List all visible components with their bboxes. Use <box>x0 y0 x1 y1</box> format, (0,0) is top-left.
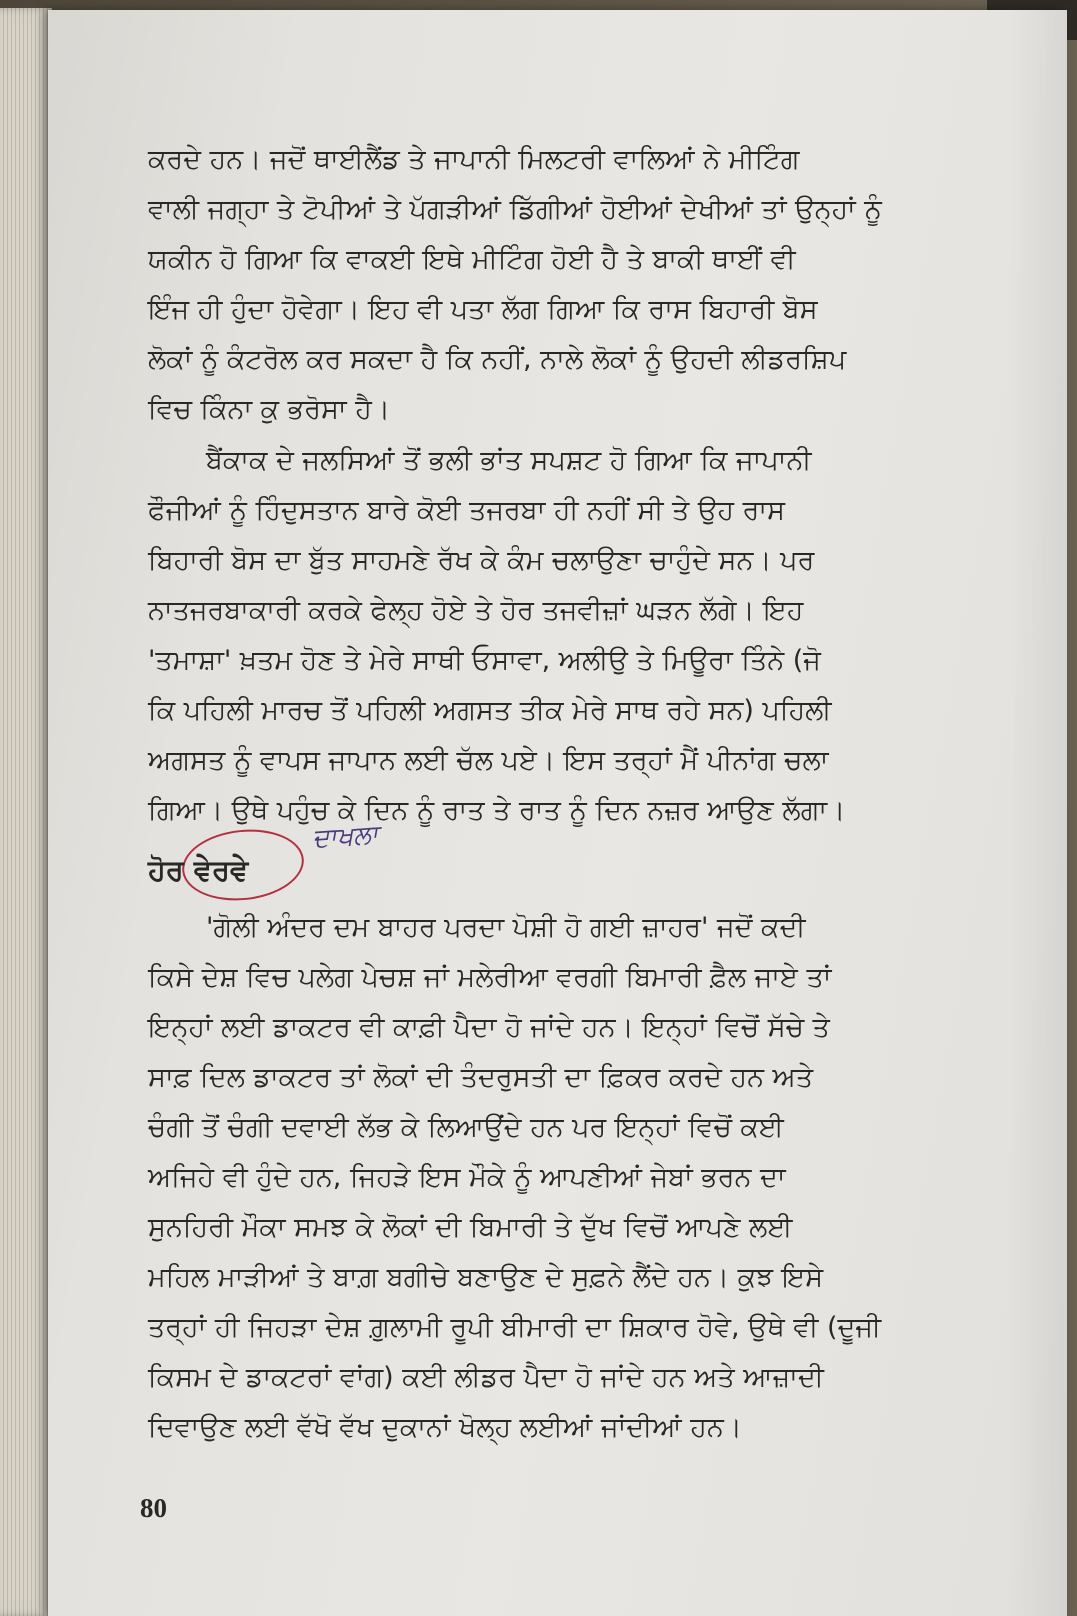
paragraph-2 <box>148 436 845 836</box>
text-line: ਕਿਸੇ ਦੇਸ਼ ਵਿਚ ਪਲੇਗ ਪੇਚਸ਼ ਜਾਂ ਮਲੇਰੀਆ ਵਰਗੀ ਬਿਮਾਰੀ ਫ਼ੈਲ ਜਾਏ ਤਾਂ <box>148 962 832 993</box>
text-line: 'ਤਮਾਸ਼ਾ' ਖ਼ਤਮ ਹੋਣ ਤੇ ਮੇਰੇ ਸਾਥੀ ਓਸਾਵਾ, ਅਲੀਉ ਤੇ ਮਿਊਰਾ ਤਿੰਨੇ (ਜੋ <box>148 645 821 676</box>
text-line: ਵਾਲੀ ਜਗ੍ਹਾ ਤੇ ਟੋਪੀਆਂ ਤੇ ਪੱਗੜੀਆਂ ਡਿੱਗੀਆਂ ਹੋਈਆਂ ਦੇਖੀਆਂ ਤਾਂ ਉਨ੍ਹਾਂ ਨੂੰ <box>148 194 882 225</box>
page-edges <box>0 8 52 1616</box>
text-line: ਕਰਦੇ ਹਨ। ਜਦੋਂ ਥਾਈਲੈਂਡ ਤੇ ਜਾਪਾਨੀ ਮਿਲਟਰੀ ਵਾਲਿਆਂ ਨੇ ਮੀਟਿੰਗ <box>148 144 800 175</box>
text-line: ਇਨ੍ਹਾਂ ਲਈ ਡਾਕਟਰ ਵੀ ਕਾਫ਼ੀ ਪੈਦਾ ਹੋ ਜਾਂਦੇ ਹਨ। ਇਨ੍ਹਾਂ ਵਿਚੋਂ ਸੱਚੇ ਤੇ <box>148 1012 830 1043</box>
text-line: ਨਾਤਜਰਬਾਕਾਰੀ ਕਰਕੇ ਫੇਲ੍ਹ ਹੋਏ ਤੇ ਹੋਰ ਤਜਵੀਜ਼ਾਂ ਘੜਨ ਲੱਗੇ। ਇਹ <box>148 595 804 626</box>
text-line: ਇੰਜ ਹੀ ਹੁੰਦਾ ਹੋਵੇਗਾ। ਇਹ ਵੀ ਪਤਾ ਲੱਗ ਗਿਆ ਕਿ ਰਾਸ ਬਿਹਾਰੀ ਬੋਸ <box>148 294 818 325</box>
text-line: ਕਿ ਪਹਿਲੀ ਮਾਰਚ ਤੋਂ ਪਹਿਲੀ ਅਗਸਤ ਤੀਕ ਮੇਰੇ ਸਾਥ ਰਹੇ ਸਨ) ਪਹਿਲੀ <box>148 695 832 726</box>
section-heading: ਹੋਰ ਵੇਰਵੇ <box>148 853 249 887</box>
text-line: ਫੌਜੀਆਂ ਨੂੰ ਹਿੰਦੁਸਤਾਨ ਬਾਰੇ ਕੋਈ ਤਜਰਬਾ ਹੀ ਨਹੀਂ ਸੀ ਤੇ ਉਹ ਰਾਸ <box>148 495 786 526</box>
text-line: ਬੈਂਕਾਕ ਦੇ ਜਲਸਿਆਂ ਤੋਂ ਭਲੀ ਭਾਂਤ ਸਪਸ਼ਟ ਹੋ ਗਿਆ ਕਿ ਜਾਪਾਨੀ <box>206 445 812 476</box>
text-line: ਕਿਸਮ ਦੇ ਡਾਕਟਰਾਂ ਵਾਂਗ) ਕਈ ਲੀਡਰ ਪੈਦਾ ਹੋ ਜਾਂਦੇ ਹਨ ਅਤੇ ਆਜ਼ਾਦੀ <box>148 1362 824 1393</box>
text-line: ਯਕੀਨ ਹੋ ਗਿਆ ਕਿ ਵਾਕਈ ਇਥੇ ਮੀਟਿੰਗ ਹੋਈ ਹੈ ਤੇ ਬਾਕੀ ਥਾਈਂ ਵੀ <box>148 244 796 275</box>
text-line: ਤਰ੍ਹਾਂ ਹੀ ਜਿਹੜਾ ਦੇਸ਼ ਗ਼ੁਲਾਮੀ ਰੂਪੀ ਬੀਮਾਰੀ ਦਾ ਸ਼ਿਕਾਰ ਹੋਵੇ, ਉਥੇ ਵੀ (ਦੂਜੀ <box>148 1312 882 1343</box>
text-line: ਅਜਿਹੇ ਵੀ ਹੁੰਦੇ ਹਨ, ਜਿਹੜੇ ਇਸ ਮੌਕੇ ਨੂੰ ਆਪਣੀਆਂ ਜੇਬਾਂ ਭਰਨ ਦਾ <box>148 1162 786 1193</box>
text-line: ਸਾਫ਼ ਦਿਲ ਡਾਕਟਰ ਤਾਂ ਲੋਕਾਂ ਦੀ ਤੰਦਰੁਸਤੀ ਦਾ ਫ਼ਿਕਰ ਕਰਦੇ ਹਨ ਅਤੇ <box>148 1062 814 1093</box>
text-line: ਚੰਗੀ ਤੋਂ ਚੰਗੀ ਦਵਾਈ ਲੱਭ ਕੇ ਲਿਆਉਂਦੇ ਹਨ ਪਰ ਇਨ੍ਹਾਂ ਵਿਚੋਂ ਕਈ <box>148 1112 784 1143</box>
text-line: ਵਿਚ ਕਿੰਨਾ ਕੁ ਭਰੋਸਾ ਹੈ। <box>148 394 391 425</box>
text-line: ਦਿਵਾਉਣ ਲਈ ਵੱਖੋ ਵੱਖ ਦੁਕਾਨਾਂ ਖੋਲ੍ਹ ਲਈਆਂ ਜਾਂਦੀਆਂ ਹਨ। <box>148 1412 742 1443</box>
handwritten-margin-note: ਦਾਖਲਾ <box>310 819 380 855</box>
page-shadow <box>1007 10 1067 1616</box>
text-line: ਮਹਿਲ ਮਾੜੀਆਂ ਤੇ ਬਾਗ਼ ਬਗੀਚੇ ਬਣਾਉਣ ਦੇ ਸੁਫ਼ਨੇ ਲੈਂਦੇ ਹਨ। ਕੁਝ ਇਸੇ <box>148 1262 824 1293</box>
text-line: ਸੁਨਹਿਰੀ ਮੌਕਾ ਸਮਝ ਕੇ ਲੋਕਾਂ ਦੀ ਬਿਮਾਰੀ ਤੇ ਦੁੱਖ ਵਿਚੋਂ ਆਪਣੇ ਲਈ <box>148 1212 793 1243</box>
text-line: 'ਗੋਲੀ ਅੰਦਰ ਦਮ ਬਾਹਰ ਪਰਦਾ ਪੋਸ਼ੀ ਹੋ ਗਈ ਜ਼ਾਹਰ' ਜਦੋਂ ਕਦੀ <box>206 912 806 943</box>
text-line: ਬਿਹਾਰੀ ਬੋਸ ਦਾ ਬੁੱਤ ਸਾਹਮਣੇ ਰੱਖ ਕੇ ਕੰਮ ਚਲਾਉਣਾ ਚਾਹੁੰਦੇ ਸਨ। ਪਰ <box>148 545 815 576</box>
text-line: ਲੋਕਾਂ ਨੂੰ ਕੰਟਰੋਲ ਕਰ ਸਕਦਾ ਹੈ ਕਿ ਨਹੀਂ, ਨਾਲੇ ਲੋਕਾਂ ਨੂੰ ਉਹਦੀ ਲੀਡਰਸ਼ਿਪ <box>148 344 847 375</box>
paragraph-1 <box>148 135 882 435</box>
page-number: 80 <box>140 1493 167 1523</box>
paragraph-3 <box>148 903 881 1453</box>
text-line: ਅਗਸਤ ਨੂੰ ਵਾਪਸ ਜਾਪਾਨ ਲਈ ਚੱਲ ਪਏ। ਇਸ ਤਰ੍ਹਾਂ ਮੈਂ ਪੀਨਾਂਗ ਚਲਾ <box>148 745 829 776</box>
text-line: ਗਿਆ। ਉਥੇ ਪਹੁੰਚ ਕੇ ਦਿਨ ਨੂੰ ਰਾਤ ਤੇ ਰਾਤ ਨੂੰ ਦਿਨ ਨਜ਼ਰ ਆਉਣ ਲੱਗਾ। <box>148 795 846 826</box>
